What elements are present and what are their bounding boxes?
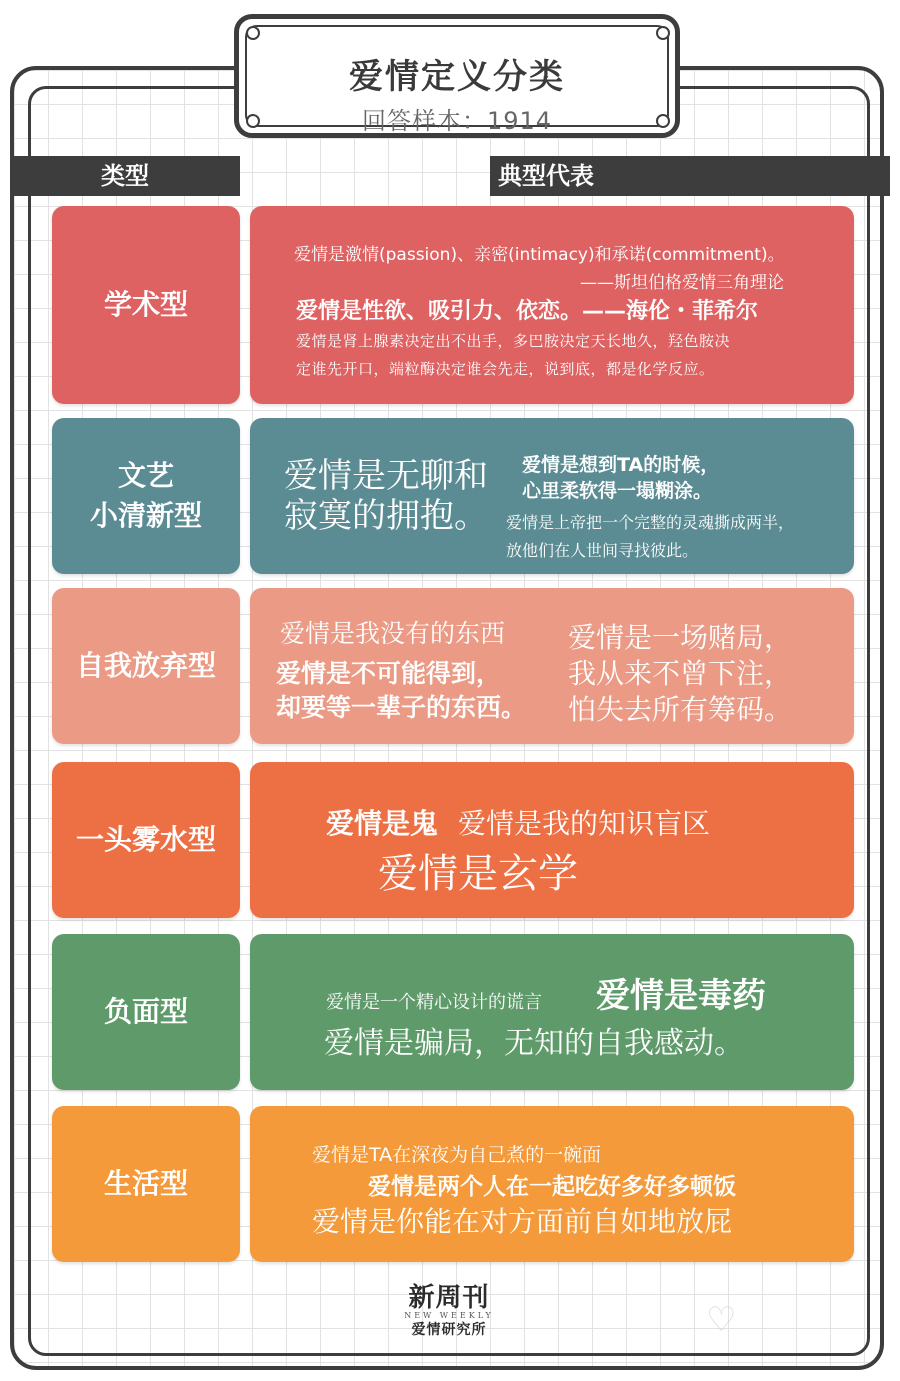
quote: 爱情是无聊和	[284, 456, 488, 496]
quote: 爱情是鬼	[326, 807, 439, 840]
quote: 放他们在人世间寻找彼此。	[506, 541, 699, 560]
quote: 爱情是想到TA的时候，	[522, 454, 720, 476]
quote: 爱情是你能在对方面前自如地放屁	[312, 1205, 733, 1238]
rivet-icon	[656, 26, 670, 40]
quote: 我从来不曾下注，	[568, 657, 793, 690]
examples-life	[250, 1106, 854, 1262]
column-header-type-label: 类型	[101, 162, 149, 190]
logo-main-text: 新周刊	[408, 1283, 490, 1313]
examples-academic	[250, 206, 854, 404]
rivet-icon	[246, 114, 260, 128]
quote: 爱情是肾上腺素决定出不出手，多巴胺决定天长地久，羟色胺决	[296, 332, 731, 350]
category-academic	[52, 206, 240, 404]
page-title: 爱情定义分类	[349, 57, 565, 97]
category-label: 文艺	[117, 459, 174, 492]
examples-self-abandon	[250, 588, 854, 744]
quote: 爱情是一个精心设计的谎言	[326, 992, 542, 1013]
column-header-type	[10, 156, 240, 196]
quote: 定谁先开口，端粒酶决定谁会先走，说到底，都是化学反应。	[296, 360, 715, 378]
quote: 寂寞的拥抱。	[284, 496, 488, 536]
quote: 爱情是性欲、吸引力、依恋。——海伦・菲希尔	[296, 299, 759, 324]
category-label: 小清新型	[89, 499, 202, 532]
category-label: 一头雾水型	[75, 823, 216, 856]
title-plate	[234, 14, 680, 138]
category-label: 学术型	[103, 288, 188, 321]
logo-english-text: NEW WEEKLY	[404, 1311, 494, 1320]
quote: 爱情是激情(passion)、亲密(intimacy)和承诺(commitment)。	[294, 245, 785, 265]
rivet-icon	[246, 26, 260, 40]
category-confused	[52, 762, 240, 918]
category-label: 负面型	[103, 995, 188, 1028]
category-label: 生活型	[103, 1167, 188, 1200]
quote: 怕失去所有筹码。	[568, 693, 793, 726]
column-header-example	[490, 156, 890, 196]
quote-source: ——斯坦伯格爱情三角理论	[580, 273, 784, 293]
quote: 爱情是毒药	[596, 976, 766, 1016]
quote: 爱情是两个人在一起吃好多好多顿饭	[368, 1174, 736, 1200]
category-life	[52, 1106, 240, 1262]
quote: 爱情是不可能得到，	[276, 659, 502, 688]
quote: 爱情是玄学	[378, 851, 578, 897]
quote: 爱情是一场赌局，	[568, 621, 793, 654]
category-self-abandon	[52, 588, 240, 744]
sample-size: 回答样本：1914	[361, 107, 553, 135]
publisher-logo	[394, 1284, 504, 1340]
quote: 却要等一辈子的东西。	[276, 693, 527, 722]
heart-watermark-icon: ♡	[706, 1300, 737, 1340]
examples-negative	[250, 934, 854, 1090]
category-literary	[52, 418, 240, 574]
quote: 爱情是上帝把一个完整的灵魂撕成两半，	[506, 513, 795, 532]
quote: 心里柔软得一塌糊涂。	[522, 480, 713, 502]
logo-sub-text: 爱情研究所	[411, 1322, 487, 1338]
quote: 爱情是我没有的东西	[280, 619, 506, 648]
quote: 爱情是骗局，无知的自我感动。	[324, 1026, 744, 1061]
quote: 爱情是我的知识盲区	[458, 807, 711, 840]
examples-literary	[250, 418, 854, 574]
examples-confused	[250, 762, 854, 918]
category-negative	[52, 934, 240, 1090]
quote: 爱情是TA在深夜为自己煮的一碗面	[312, 1144, 602, 1166]
rivet-icon	[656, 114, 670, 128]
column-header-example-label: 典型代表	[498, 162, 594, 190]
category-label: 自我放弃型	[75, 649, 216, 682]
